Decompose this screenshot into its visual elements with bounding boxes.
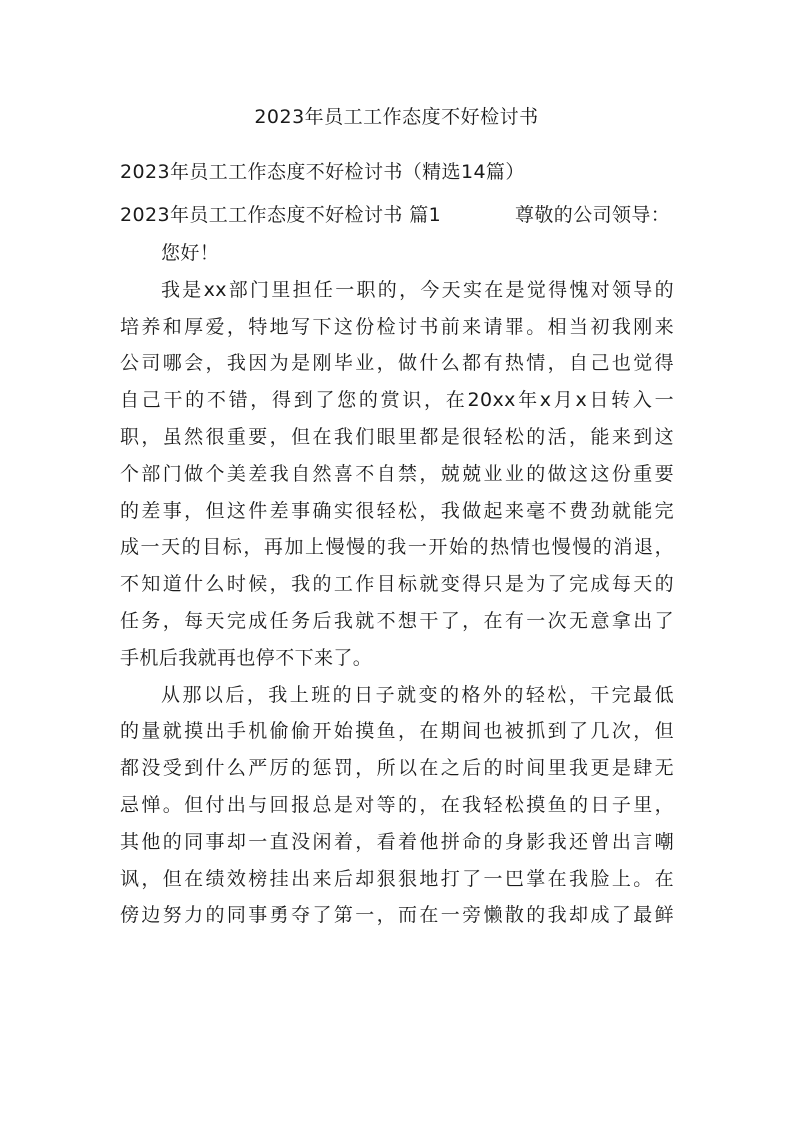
paragraph-line: 任务，每天完成任务后我就不想干了，在有一次无意拿出了 — [120, 609, 674, 632]
paragraph-line: 都没受到什么严厉的惩罚，所以在之后的时间里我更是肆无 — [120, 757, 674, 780]
document-title: 2023年员工工作态度不好检讨书 — [254, 106, 539, 128]
section-heading: 2023年员工工作态度不好检讨书 篇1 — [120, 204, 442, 226]
paragraph-line: 公司哪会，我因为是刚毕业，做什么都有热情，自己也觉得 — [120, 352, 674, 375]
paragraph-line: 忌惮。但付出与回报总是对等的，在我轻松摸鱼的日子里， — [120, 793, 674, 816]
paragraph-line: 成一天的目标，再加上慢慢的我一开始的热情也慢慢的消退， — [120, 536, 674, 559]
paragraph-line: 我是xx部门里担任一职的，今天实在是觉得愧对领导的 — [161, 278, 674, 301]
paragraph-line: 培养和厚爱，特地写下这份检讨书前来请罪。相当初我刚来 — [120, 315, 674, 338]
paragraph-1 — [120, 277, 674, 682]
paragraph-2 — [120, 682, 674, 940]
paragraph-line: 手机后我就再也停不下来了。 — [120, 646, 373, 669]
greeting: 您好！ — [161, 242, 220, 264]
letter-body — [120, 240, 674, 939]
paragraph-line: 不知道什么时候，我的工作目标就变得只是为了完成每天的 — [120, 573, 674, 596]
paragraph-line: 职，虽然很重要，但在我们眼里都是很轻松的活，能来到这 — [120, 425, 674, 448]
paragraph-line: 个部门做个美差我自然喜不自禁，兢兢业业的做这这份重要 — [120, 462, 674, 485]
paragraph-line: 讽，但在绩效榜挂出来后却狠狠地打了一巴掌在我脸上。在 — [120, 867, 674, 890]
document-subtitle: 2023年员工工作态度不好检讨书（精选14篇） — [120, 161, 525, 183]
paragraph-line: 傍边努力的同事勇夺了第一，而在一旁懒散的我却成了最鲜 — [120, 904, 674, 927]
salutation: 尊敬的公司领导： — [515, 204, 671, 226]
paragraph-line: 自己干的不错，得到了您的赏识，在20xx年x月x日转入一 — [120, 389, 674, 412]
paragraph-line: 从那以后，我上班的日子就变的格外的轻松，干完最低 — [161, 683, 674, 706]
paragraph-line: 的差事，但这件差事确实很轻松，我做起来毫不费劲就能完 — [120, 499, 674, 522]
paragraph-line: 其他的同事却一直没闲着，看着他拼命的身影我还曾出言嘲 — [120, 830, 674, 853]
paragraph-line: 的量就摸出手机偷偷开始摸鱼，在期间也被抓到了几次，但 — [120, 720, 674, 743]
